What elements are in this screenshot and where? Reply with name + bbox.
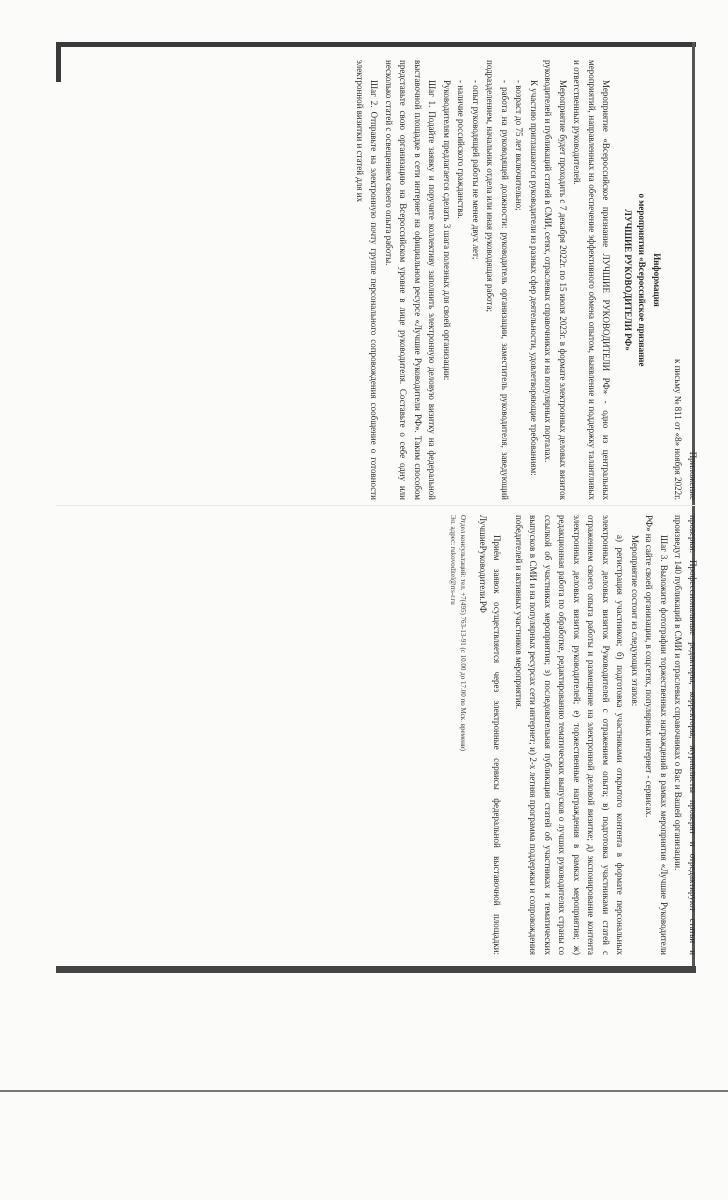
page-fold-line [56, 505, 696, 506]
contact-email: Эл. адрес: rukovoditel@rrs-r.ru [449, 515, 458, 605]
requirement-item: - работа на руководящей должности: руководитель организации, заместитель руководителя, заведующий подразделением, начальник отдела или иная руководящая работа; [485, 60, 510, 500]
document-subtitle-2: ЛУЧШИЕ РУКОВОДИТЕЛИ РФ» [623, 209, 633, 351]
scan-border-bottom [0, 1090, 728, 1092]
requirement-item: - опыт руководящей работы не менее двух лет; [471, 80, 481, 260]
contact-phone: Отдел консультаций: тел. +7(495) 763-13-91 (с 10.00 до 17.00 по Мск. времени) [459, 515, 468, 751]
paragraph: К участию приглашаются руководители из разных сфер деятельности, удовлетворяющие требованиям: [529, 80, 539, 476]
appendix-label: Приложение [688, 451, 698, 500]
document-title: Информация [652, 253, 662, 307]
step-3: Шаг 3. Выложите фотографии торжественных награждений в рамках мероприятия «Лучшие Руководители РФ» на сайте своей организации, в соцсетях, популярных интернет - сервисах. [644, 515, 669, 955]
paragraph: Мероприятие будет проходить с 7 декабря 2022г. по 15 июля 2023г. в формате электронных деловых визиток руководителей и публикаций статей в СМИ, сетях, отраслевых справочниках и на популярных порталах. [543, 60, 568, 500]
document-page-2 [80, 515, 700, 955]
application-info: Приём заявок осуществляется через электронные сервисы федеральной выставочной площадки: ЛучшиеРуководители.РФ [478, 515, 503, 955]
document-subtitle: о мероприятии «Всероссийское признание [637, 193, 648, 367]
paragraph: Мероприятие «Всероссийское признание ЛУЧШИЕ РУКОВОДИТЕЛИ РФ» - одно из центральных мероприятий, направленных на обеспечение эффективного обмена опытом, выявление и поддержку талантливых и ответственных руководителей. [572, 60, 612, 500]
letter-reference: к письму № 811 от «8» ноября 2022г. [673, 358, 684, 500]
step-2: Шаг 2. Отправьте на электронную почту группе персонального сопровождения сообщение о готовности электронной визитки и статей для их [355, 60, 380, 500]
requirement-item: - возраст до 75 лет включительно; [514, 80, 525, 211]
step-1: Шаг 1. Подайте заявку и поручите коллективу заполнить электронную деловую визитку на федеральной выставочной площадке в сети интернет на официальном ресурсе «Лучшие Руководители РФ». Таким способом представьте свою организацию на Всероссийском уровне в лице руководителя. Составьте о себе одну или несколько статей с освещением своего опыта работы. [384, 60, 438, 500]
paragraph: Руководителям предлагается сделать 3 шага полезных для своей организации: [442, 80, 452, 381]
stages-list: а) регистрация участников; б) подготовка участниками открытого контента в формате персональных электронных деловых визиток Руководителей с отражением опыта; в) подготовка участниками статей с отражением своего опыта работы и размещение на электронной деловой визитке; д) экспонирование контента электронных деловых визиток руководителей; е) торжественные награждения в рамках мероприятия; ж) редакционная работа по обработке, редактированию тематических выпусков о лучших руководителях страны со ссылкой об участниках мероприятия; з) последовательная публикация статей об участниках и тематических выпусков в СМИ и на популярных ресурсах сети интернет; и) 2-х летняя программа поддержки и сопровождения победителей и активных участников мероприятия. [514, 515, 626, 955]
paragraph: Мероприятие состоит из следующих этапов: [630, 535, 640, 707]
requirement-item: - наличие российского гражданства. [456, 80, 467, 219]
document-page-1 [80, 60, 700, 500]
scan-border-middle [56, 966, 696, 973]
scan-border-top [56, 42, 696, 47]
scan-border-corner [56, 42, 61, 82]
paragraph: проверки. Профессиональные редакторы, корректоры, журналисты проверят и отредактируют статьи и произведут 140 публикаций в СМИ и отраслевых справочниках о Вас и Вашей организации. [673, 515, 698, 955]
